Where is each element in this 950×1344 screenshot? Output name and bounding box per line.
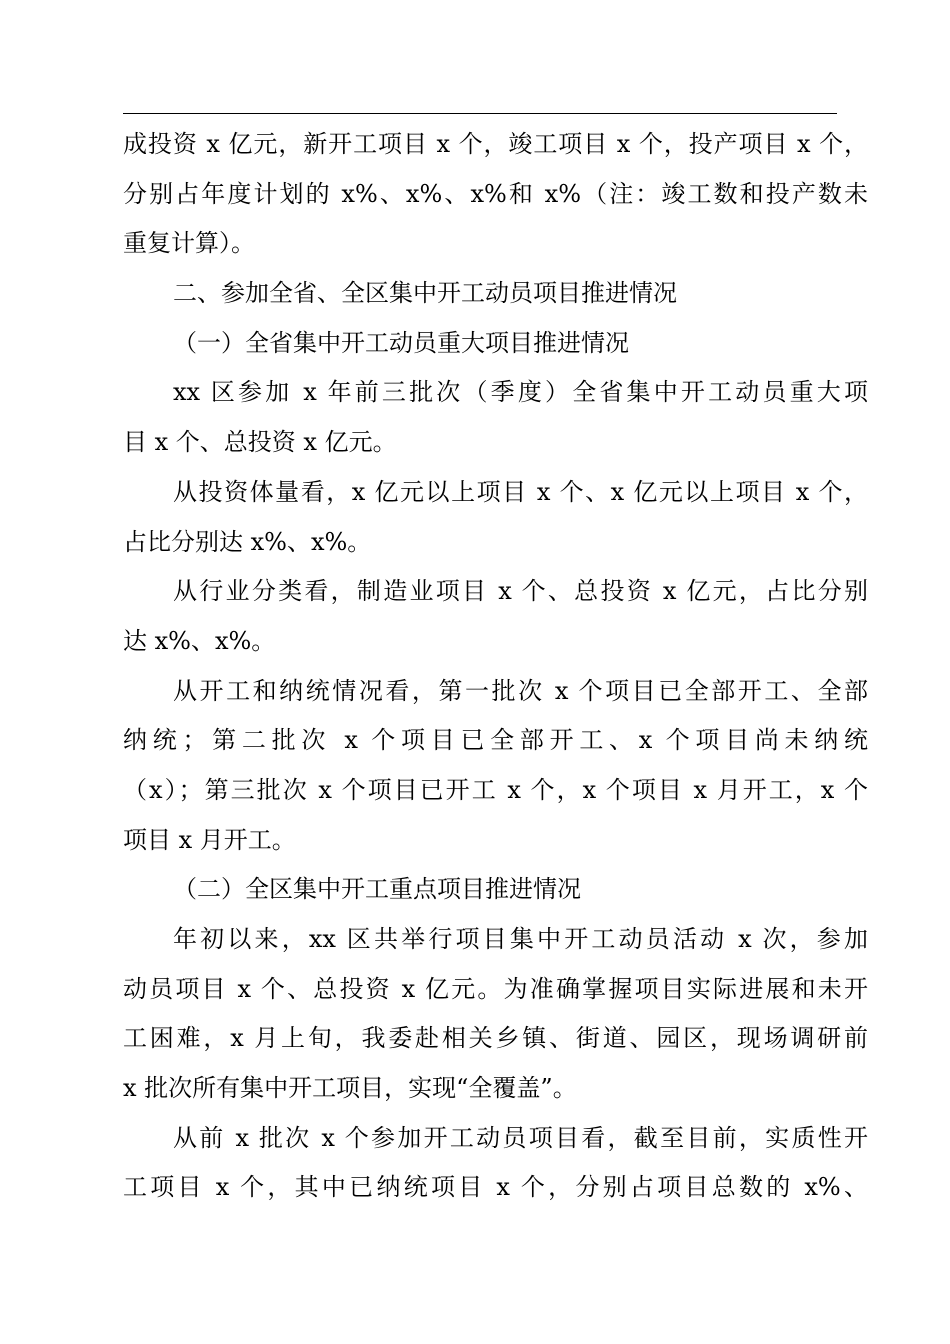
text-line bbox=[123, 1014, 868, 1064]
subsection-heading-text: （一）全省集中开工动员重大项目推进情况 bbox=[173, 328, 629, 357]
text-line-content: 分别占年度计划的 x%、x%、x%和 x%（注：竣工数和投产数未 bbox=[123, 179, 868, 208]
text-line-content: xx 区参加 x 年前三批次（季度）全省集中开工动员重大项 bbox=[173, 378, 868, 407]
text-line-content: 占比分别达 x%、x%。 bbox=[123, 527, 372, 556]
text-line bbox=[123, 518, 868, 568]
section-heading bbox=[123, 269, 868, 319]
subsection-heading bbox=[123, 865, 868, 915]
text-line bbox=[123, 766, 868, 816]
text-line-content: x 批次所有集中开工项目，实现“全覆盖”。 bbox=[123, 1074, 577, 1103]
text-line-content: 成投资 x 亿元，新开工项目 x 个，竣工项目 x 个，投产项目 x 个， bbox=[123, 130, 868, 158]
text-line-content: 年初以来，xx 区共举行项目集中开工动员活动 x 次，参加 bbox=[173, 925, 868, 953]
text-line bbox=[123, 468, 868, 518]
text-line bbox=[123, 1163, 868, 1213]
text-line-content: （x）；第三批次 x 个项目已开工 x 个，x 个项目 x 月开工，x 个 bbox=[123, 775, 868, 804]
text-line-content: 工困难，x 月上旬，我委赴相关乡镇、街道、园区，现场调研前 bbox=[123, 1024, 868, 1053]
text-line bbox=[123, 965, 868, 1015]
text-line bbox=[123, 368, 868, 418]
text-line bbox=[123, 1114, 868, 1164]
document-body bbox=[123, 120, 868, 1213]
text-line bbox=[123, 716, 868, 766]
header-rule bbox=[123, 113, 837, 114]
subsection-heading bbox=[123, 319, 868, 369]
text-line-content: 纳统；第二批次 x 个项目已全部开工、x 个项目尚未纳统 bbox=[123, 726, 868, 755]
text-line-content: 从前 x 批次 x 个参加开工动员项目看，截至目前，实质性开 bbox=[173, 1123, 868, 1152]
text-line bbox=[123, 915, 868, 965]
subsection-heading-text: （二）全区集中开工重点项目推进情况 bbox=[173, 875, 581, 904]
text-line-content: 重复计算）。 bbox=[123, 229, 255, 258]
text-line bbox=[123, 418, 868, 468]
text-line bbox=[123, 219, 868, 269]
text-line-content: 工项目 x 个，其中已纳统项目 x 个，分别占项目总数的 x%、 bbox=[123, 1173, 868, 1202]
section-heading-text: 二、参加全省、全区集中开工动员项目推进情况 bbox=[173, 279, 677, 308]
text-line bbox=[123, 120, 868, 170]
text-line-content: 从行业分类看，制造业项目 x 个、总投资 x 亿元，占比分别 bbox=[173, 577, 868, 606]
text-line-content: 达 x%、x%。 bbox=[123, 626, 276, 655]
text-line-content: 目 x 个、总投资 x 亿元。 bbox=[123, 428, 397, 457]
text-line bbox=[123, 667, 868, 717]
text-line bbox=[123, 617, 868, 667]
text-line bbox=[123, 170, 868, 220]
text-line bbox=[123, 567, 868, 617]
text-line bbox=[123, 816, 868, 866]
text-line-content: 从投资体量看，x 亿元以上项目 x 个、x 亿元以上项目 x 个， bbox=[173, 477, 868, 506]
text-line-content: 从开工和纳统情况看，第一批次 x 个项目已全部开工、全部 bbox=[173, 676, 868, 705]
text-line-content: 动员项目 x 个、总投资 x 亿元。为准确掌握项目实际进展和未开 bbox=[123, 974, 868, 1003]
text-line bbox=[123, 1064, 868, 1114]
text-line-content: 项目 x 月开工。 bbox=[123, 825, 296, 854]
